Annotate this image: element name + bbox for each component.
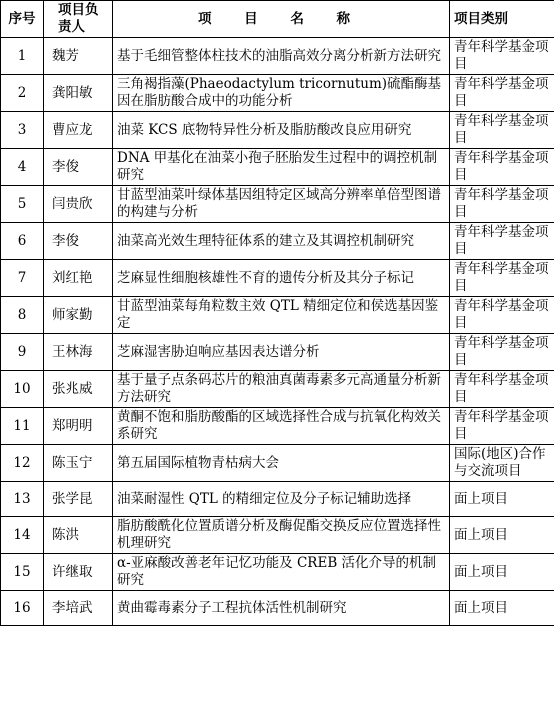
header-type: 项目类别 bbox=[450, 1, 554, 38]
cell-title: 黄曲霉毒素分子工程抗体活性机制研究 bbox=[113, 591, 450, 626]
cell-owner: 郑明明 bbox=[44, 408, 113, 445]
cell-title: 基于量子点条码芯片的粮油真菌毒素多元高通量分析新方法研究 bbox=[113, 371, 450, 408]
cell-type: 青年科学基金项目 bbox=[450, 223, 554, 260]
cell-no: 4 bbox=[1, 149, 44, 186]
cell-type: 青年科学基金项目 bbox=[450, 371, 554, 408]
cell-owner: 张兆威 bbox=[44, 371, 113, 408]
cell-no: 14 bbox=[1, 517, 44, 554]
table-row bbox=[1, 186, 554, 223]
cell-owner: 陈玉宁 bbox=[44, 445, 113, 482]
header-owner: 项目负责人 bbox=[44, 1, 113, 38]
cell-no: 5 bbox=[1, 186, 44, 223]
cell-title: 甘蓝型油菜每角粒数主效 QTL 精细定位和侯选基因鉴定 bbox=[113, 297, 450, 334]
cell-no: 3 bbox=[1, 112, 44, 149]
cell-owner: 曹应龙 bbox=[44, 112, 113, 149]
cell-type: 面上项目 bbox=[450, 517, 554, 554]
cell-no: 10 bbox=[1, 371, 44, 408]
cell-title: 油菜耐湿性 QTL 的精细定位及分子标记辅助选择 bbox=[113, 482, 450, 517]
cell-title: α-亚麻酸改善老年记忆功能及 CREB 活化介导的机制研究 bbox=[113, 554, 450, 591]
cell-no: 1 bbox=[1, 38, 44, 75]
cell-type: 青年科学基金项目 bbox=[450, 75, 554, 112]
cell-type: 青年科学基金项目 bbox=[450, 38, 554, 75]
table-row bbox=[1, 223, 554, 260]
cell-type: 青年科学基金项目 bbox=[450, 408, 554, 445]
cell-title: 三角褐指藻(Phaeodactylum tricornutum)硫酯酶基因在脂肪酸合成中的功能分析 bbox=[113, 75, 450, 112]
cell-no: 12 bbox=[1, 445, 44, 482]
table-body bbox=[1, 38, 554, 626]
cell-no: 9 bbox=[1, 334, 44, 371]
cell-type: 面上项目 bbox=[450, 482, 554, 517]
table-row bbox=[1, 297, 554, 334]
table-row bbox=[1, 445, 554, 482]
table-row bbox=[1, 75, 554, 112]
cell-owner: 龚阳敏 bbox=[44, 75, 113, 112]
cell-no: 16 bbox=[1, 591, 44, 626]
table-row bbox=[1, 149, 554, 186]
table-row bbox=[1, 591, 554, 626]
cell-owner: 王林海 bbox=[44, 334, 113, 371]
table-row bbox=[1, 334, 554, 371]
table-row bbox=[1, 517, 554, 554]
header-title: 项 目 名 称 bbox=[113, 1, 450, 38]
table-header-row bbox=[1, 1, 554, 38]
cell-title: 芝麻显性细胞核雄性不育的遗传分析及其分子标记 bbox=[113, 260, 450, 297]
cell-owner: 李俊 bbox=[44, 223, 113, 260]
cell-no: 2 bbox=[1, 75, 44, 112]
cell-title: 油菜 KCS 底物特异性分析及脂肪酸改良应用研究 bbox=[113, 112, 450, 149]
cell-no: 15 bbox=[1, 554, 44, 591]
cell-title: 基于毛细管整体柱技术的油脂高效分离分析新方法研究 bbox=[113, 38, 450, 75]
cell-title: 第五届国际植物青枯病大会 bbox=[113, 445, 450, 482]
table-row bbox=[1, 482, 554, 517]
cell-type: 青年科学基金项目 bbox=[450, 149, 554, 186]
cell-type: 国际(地区)合作与交流项目 bbox=[450, 445, 554, 482]
cell-title: 脂肪酸酰化位置质谱分析及酶促酯交换反应位置选择性机理研究 bbox=[113, 517, 450, 554]
cell-type: 青年科学基金项目 bbox=[450, 186, 554, 223]
cell-title: 油菜高光效生理特征体系的建立及其调控机制研究 bbox=[113, 223, 450, 260]
cell-owner: 许继取 bbox=[44, 554, 113, 591]
cell-title: 芝麻湿害胁迫响应基因表达谱分析 bbox=[113, 334, 450, 371]
cell-owner: 陈洪 bbox=[44, 517, 113, 554]
cell-type: 青年科学基金项目 bbox=[450, 334, 554, 371]
table-row bbox=[1, 554, 554, 591]
cell-title: 黄酮不饱和脂肪酸酯的区域选择性合成与抗氧化构效关系研究 bbox=[113, 408, 450, 445]
table-row bbox=[1, 260, 554, 297]
cell-type: 面上项目 bbox=[450, 554, 554, 591]
cell-title: 甘蓝型油菜叶绿体基因组特定区域高分辨率单倍型图谱的构建与分析 bbox=[113, 186, 450, 223]
cell-no: 11 bbox=[1, 408, 44, 445]
cell-no: 7 bbox=[1, 260, 44, 297]
cell-type: 青年科学基金项目 bbox=[450, 297, 554, 334]
cell-owner: 李培武 bbox=[44, 591, 113, 626]
table-row bbox=[1, 38, 554, 75]
cell-title: DNA 甲基化在油菜小孢子胚胎发生过程中的调控机制研究 bbox=[113, 149, 450, 186]
cell-type: 青年科学基金项目 bbox=[450, 260, 554, 297]
table-row bbox=[1, 112, 554, 149]
cell-owner: 张学昆 bbox=[44, 482, 113, 517]
cell-no: 8 bbox=[1, 297, 44, 334]
cell-owner: 魏芳 bbox=[44, 38, 113, 75]
cell-owner: 刘红艳 bbox=[44, 260, 113, 297]
cell-type: 青年科学基金项目 bbox=[450, 112, 554, 149]
header-no: 序号 bbox=[1, 1, 44, 38]
cell-owner: 李俊 bbox=[44, 149, 113, 186]
cell-type: 面上项目 bbox=[450, 591, 554, 626]
cell-owner: 师家勤 bbox=[44, 297, 113, 334]
cell-owner: 闫贵欣 bbox=[44, 186, 113, 223]
cell-no: 13 bbox=[1, 482, 44, 517]
table-row bbox=[1, 371, 554, 408]
cell-no: 6 bbox=[1, 223, 44, 260]
table-row bbox=[1, 408, 554, 445]
